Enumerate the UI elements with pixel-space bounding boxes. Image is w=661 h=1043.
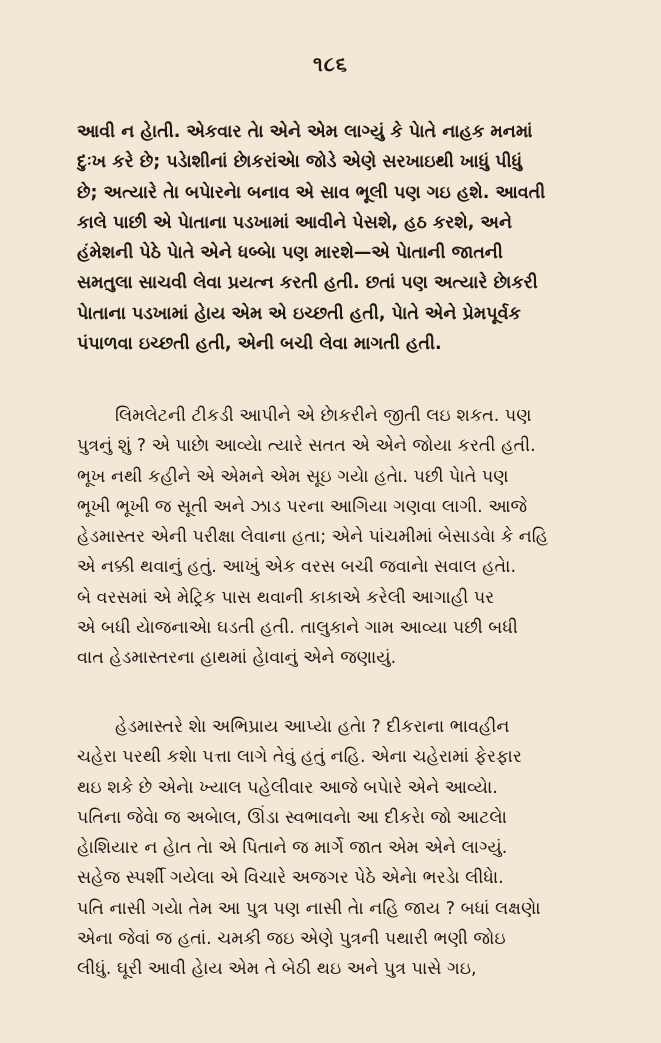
text-line: થઇ શકે છે એનેા ખ્યાલ પહેલીવાર આજે બપેારે એને આવ્યેા. — [77, 777, 498, 798]
text-line: પતિ નાસી ગયેા તેમ આ પુત્ર પણ નાસી તેા નહિ જાય ? બધાં લક્ષણેા — [77, 898, 541, 919]
text-line: હેડમાસ્તરે શેા અભિપ્રાય આપ્યેા હતેા ? દીકરાના ભાવહીન — [115, 717, 510, 737]
text-line: દુઃખ કરે છે; પડેાશીનાં છેાકરાંએા જોડે એણે સરખાઇથી ખાધું પીધું — [77, 152, 523, 173]
text-line: બે વરસમાં એ મેટ્રિક પાસ થવાની કાકાએ કરેલી આગાહી પર — [77, 587, 495, 608]
text-line: પુત્રનું શું ? એ પાછેા આવ્યેા ત્યારે સતત એ એને જોયા કરતી હતી. — [77, 436, 536, 457]
text-line: સહેજ સ્પર્શી ગયેલા એ વિચારે અજગર પેઠે એનેા ભરડેા લીધેા. — [77, 868, 504, 889]
text-line: એ નક્કી થવાનું હતું. આખું એક વરસ બચી જવાનેા સવાલ હતેા. — [77, 557, 517, 578]
page-number: ૧૮૬ — [313, 52, 348, 76]
text-line: વાત હેડમાસ્તરના હાથમાં હેાવાનું એને જણાયું. — [77, 648, 397, 669]
text-line: ભૂખી ભૂખી જ સૂતી અને ઝાડ પરના આગિયા ગણવા લાગી. આજે — [77, 496, 528, 517]
text-line: હેડમાસ્તર એની પરીક્ષા લેવાના હતા; એને પાંચમીમાં બેસાડવેા કે નહિ — [77, 527, 549, 548]
text-line: સમતુલા સાચવી લેવા પ્રયત્ન કરતી હતી. છતાં પણ અત્યારે છેાકરી — [77, 273, 538, 294]
text-line: પતિના જેવેા જ અબેાલ, ઊંડા સ્વભાવનેા આ દીકરેા જો આટલેા — [77, 807, 507, 828]
text-line: લીધું. ઘૂરી આવી હેાય એમ તે બેઠી થઇ અને પુત્ર પાસે ગઇ, — [77, 959, 477, 980]
paragraph-3 — [77, 712, 601, 985]
text-line: હેાશિયાર ન હેાત તેા એ પિતાને જ માર્ગે જાત એમ એને લાગ્યું. — [77, 838, 508, 859]
text-line: છે; અત્યારે તેા બપેારનેા બનાવ એ સાવ ભૂલી પણ ગઇ હશે. આવતી — [77, 182, 546, 203]
text-line: આવી ન હેાતી. એકવાર તેા એને એમ લાગ્યું કે પેાતે નાહક મનમાં — [77, 122, 533, 142]
paragraph-2 — [77, 401, 601, 674]
text-line: લિમલેટની ટીકડી આપીને એ છેાકરીને જીતી લઇ શકત. પણ — [115, 406, 532, 426]
text-line: પંપાળવા ઇચ્છતી હતી, એની બચી લેવા માગતી હતી. — [77, 334, 442, 355]
text-line: કાલે પાછી એ પેાતાના પડખામાં આવીને પેસશે, હઠ કરશે, અને — [77, 212, 513, 233]
text-line: ભૂખ નથી કહીને એ એમને એમ સૂઇ ગયેા હતેા. પછી પેાતે પણ — [77, 466, 509, 487]
text-line: પેાતાના પડખામાં હેાય એમ એ ઇચ્છતી હતી, પેાતે એને પ્રેમપૂર્વક — [77, 303, 521, 324]
text-line: ચહેરા પરથી કશેા પત્તા લાગે તેવું હતું નહિ. એના ચહેરામાં ફેરફાર — [77, 747, 522, 768]
text-line: હંમેશની પેઠે પેાતે એને ધબ્બેા પણ મારશે—એ પેાતાની જાતની — [77, 243, 503, 264]
paragraph-1 — [77, 117, 601, 359]
text-line: એના જેવાં જ હતાં. ચમકી જઇ એણે પુત્રની પથારી ભણી જોઇ — [77, 929, 506, 950]
text-line: એ બધી યેાજનાએા ઘડતી હતી. તાલુકાને ગામ આવ્યા પછી બધી — [77, 618, 518, 639]
